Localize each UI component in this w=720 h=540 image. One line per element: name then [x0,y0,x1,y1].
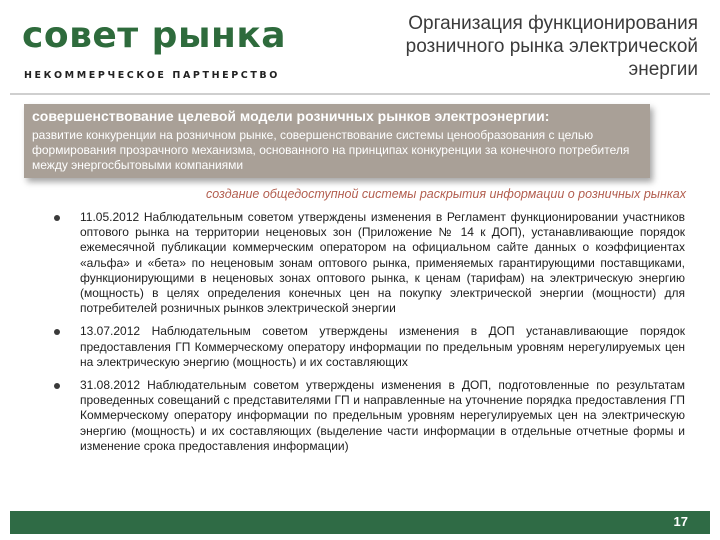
page-number: 17 [673,514,688,529]
section-subheading: создание общедоступной системы раскрытия информации о розничных рынках [205,187,686,201]
bullet-dot-icon [54,329,60,335]
list-item [52,324,685,370]
highlight-heading: совершенствование целевой модели розничных рынков электроэнергии: [32,108,550,124]
bullet-dot-icon [54,215,60,221]
list-item [52,378,685,454]
header-divider [10,93,710,95]
list-item [52,210,685,316]
logo-text: совет рынка [22,15,287,56]
bullet-text: 13.07.2012 Наблюдательным советом утверждены изменения в ДОП устанавливающие порядок предоставления ГП Коммерческому оператору информации по предельным уровням нерегулируемых цен на электрическую энергию (мощность) и их составляющих [80,324,685,369]
footer-bar [10,511,710,534]
slide-title: Организация функционирования розничного рынка электрической энергии [405,13,698,80]
bullet-dot-icon [54,383,60,389]
highlight-body: развитие конкуренции на розничном рынке, совершенствование системы ценообразования с целью формирования прозрачного механизма, основанного на принципах конкуренции за конечного потребителя между энергосбытовыми компаниями [32,128,630,172]
bullet-text: 11.05.2012 Наблюдательным советом утверждены изменения в Регламент функционировании участников оптового рынка на территории неценовых зон (Приложение № 14 к ДОП), устанавливающие порядок ежемесячной публикации коммерческим оператором на официальном сайте данных о коэффициентах «альфа» и «бета» по неценовым зонам оптового рынка, применяемых гарантирующими поставщиками, функционирующими в неценовых зонах оптового рынка, к ценам (тарифам) на электрическую энергию (мощность) в целях определения конечных цен на покупку электрической энергии (мощности) для потребителей розничных рынков электрической энергии [80,210,685,316]
bullet-list [52,210,685,462]
logo-subtitle: НЕКОММЕРЧЕСКОЕ ПАРТНЕРСТВО [24,70,280,81]
bullet-text: 31.08.2012 Наблюдательным советом утверждены изменения в ДОП, подготовленные по результатам проведенных совещаний с представителями ГП и направленные на уточнение порядка предоставления ГП Коммерческому оператору информации по предельным уровням нерегулируемых цен на электрическую энергию (мощность) и их составляющих (выделение части информации в отдельные отчетные формы и изменение срока предоставления информации) [80,378,685,453]
